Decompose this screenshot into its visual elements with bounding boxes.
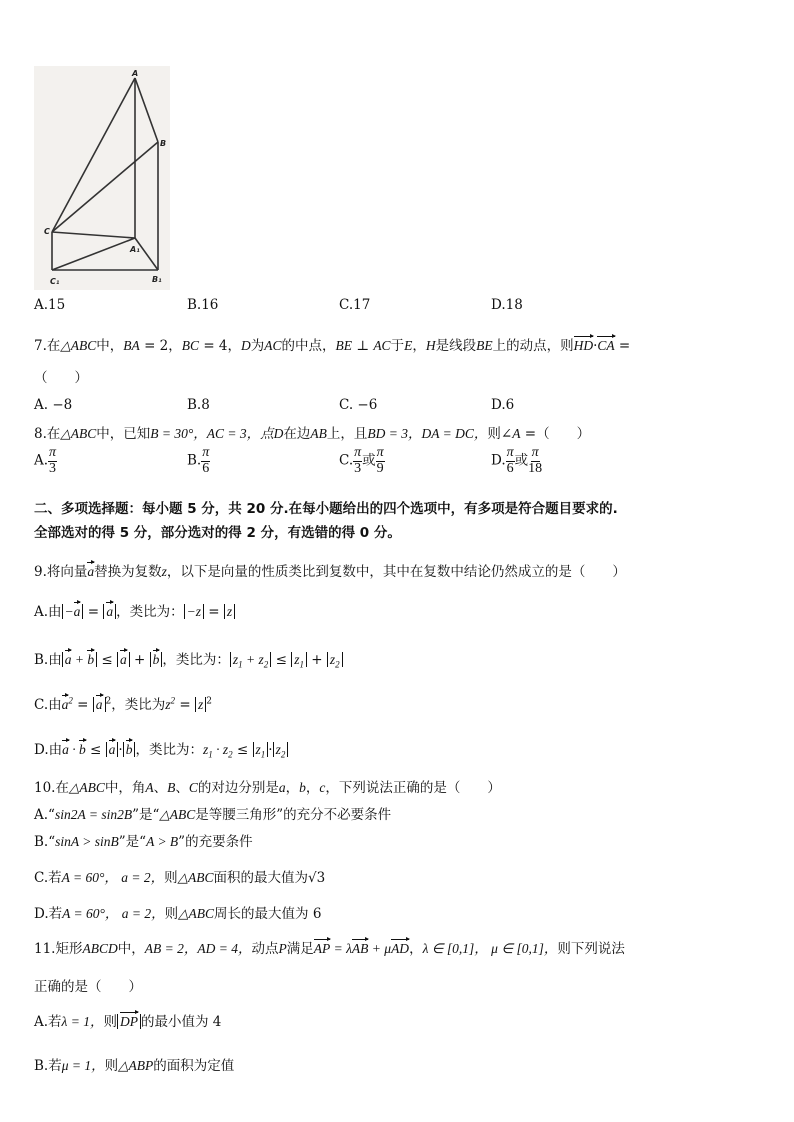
label-A1: A₁	[130, 245, 140, 254]
q10-option-d: D.若A = 60°， a = 2，则△ABC周长的最大值为 6	[34, 906, 322, 922]
vector-ca: CA	[597, 338, 615, 353]
q9-option-b: B.由 a + b ≤ a + b ，类比为： $z_1 + z_2 \le z_1 + z_2$	[34, 648, 343, 670]
q7-option-c: C. −6	[339, 397, 378, 413]
section-2-line-1: 二、多项选择题：每小题 5 分，共 20 分.在每小题给出的四个选项中，有多项是符合题目要求的.	[34, 501, 618, 517]
q7-option-b: B.8	[187, 397, 210, 413]
q11-stem-line-2: 正确的是（ ）	[34, 979, 142, 995]
q8-option-d: D. $\frac{\pi}{6}$ 或 $\frac{\pi}{18}$	[491, 445, 543, 476]
q10-option-a: A.“sin2A = sin2B”是“△ABC是等腰三角形”的充分不必要条件	[34, 807, 392, 823]
q9-option-c: C.由$a^2 = a$ $^2$，类比为$z^2 = z$ $^2$	[34, 695, 212, 713]
q6-option-b: B.16	[187, 297, 219, 313]
q8-stem: 8.在△ABC中，已知B = 30°，AC = 3，点D在边AB上，且BD = 3，DA = DC，则∠A =（ ）	[34, 426, 591, 442]
vector-hd: HD	[573, 338, 594, 353]
q7-option-a: A. −8	[34, 397, 73, 413]
q9-option-d: D.由a · b ≤ a · b ，类比为：$z_1 \cdot z_2 \le z_1 \cdot z_2$	[34, 738, 288, 760]
section-2-line-2: 全部选对的得 5 分，部分选对的得 2 分，有选错的得 0 分。	[34, 525, 401, 541]
q6-option-c: C.17	[339, 297, 371, 313]
prism-diagram	[34, 66, 170, 290]
label-A: A	[132, 69, 139, 78]
q10-option-c: C.若A = 60°， a = 2，则△ABC面积的最大值为√3	[34, 870, 326, 886]
q6-option-a: A.15	[34, 297, 66, 313]
label-C1: C₁	[50, 277, 60, 286]
q9-option-a: A.由 −a = a ，类比为： −z = z	[34, 600, 235, 620]
q6-option-d: D.18	[491, 297, 523, 313]
q11-option-a: A.若λ = 1，则 DP 的最小值为 4	[34, 1014, 222, 1030]
geometry-figure	[34, 66, 170, 290]
label-C: C	[44, 227, 50, 236]
label-B1: B₁	[152, 275, 162, 284]
q9-stem: 9.将向量a替换为复数z，以下是向量的性质类比到复数中，其中在复数中结论仍然成立的是（ ）	[34, 564, 626, 580]
q10-option-b: B.“sinA > sinB”是“A > B”的充要条件	[34, 834, 253, 850]
q8-option-c: C. $\frac{\pi}{3}$ 或 $\frac{\pi}{9}$	[339, 445, 384, 476]
q11-stem-line-1: 11.矩形ABCD中，AB = 2，AD = 4，动点P满足AP = λAB + μAD，λ ∈ [0,1]， μ ∈ [0,1]，则下列说法	[34, 941, 625, 957]
q8-option-b: B. $\frac{\pi}{6}$	[187, 445, 210, 476]
q7-stem: 7.在△ABC中，BA = 2，BC = 4，D为AC的中点，BE ⊥ AC于E，H是线段BE上的动点，则HD·CA =	[34, 338, 631, 354]
q8-option-a: A. $\frac{\pi}{3}$	[34, 445, 57, 476]
q11-option-b: B.若μ = 1，则△ABP的面积为定值	[34, 1058, 235, 1074]
q7-option-d: D.6	[491, 397, 515, 413]
label-B: B	[160, 139, 167, 148]
q7-paren: （ ）	[34, 370, 88, 386]
q10-stem: 10.在△ABC中，角A、B、C的对边分别是a，b，c，下列说法正确的是（ ）	[34, 780, 501, 796]
